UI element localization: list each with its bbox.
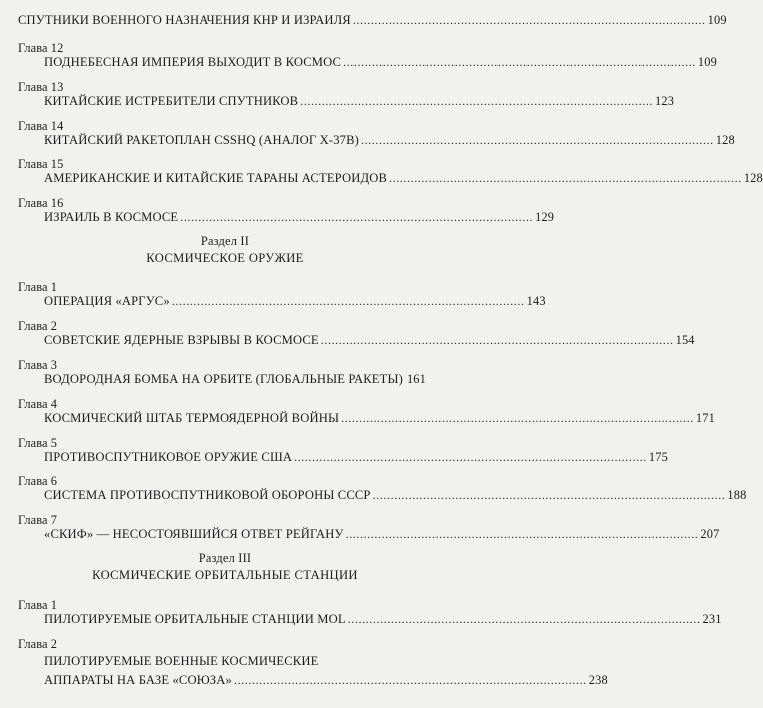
toc-entry <box>44 450 668 465</box>
dot-leader: .................................................................................................. <box>372 488 726 502</box>
entry-page-number: 231 <box>702 612 722 626</box>
toc-entry <box>44 333 695 348</box>
dot-leader: .................................................................................................. <box>233 673 587 687</box>
entry-page-number: 171 <box>695 411 715 425</box>
entry-title: ПРОТИВОСПУТНИКОВОЕ ОРУЖИЕ США <box>44 450 293 464</box>
toc-entry <box>44 294 546 309</box>
entry-page-number: 154 <box>675 333 695 347</box>
entry-page-number: 175 <box>648 450 668 464</box>
entry-title-line-2-row <box>44 673 608 688</box>
entry-title: КИТАЙСКИЕ ИСТРЕБИТЕЛИ СПУТНИКОВ <box>44 94 299 108</box>
entry-page-number: 129 <box>535 210 555 224</box>
entry-page-number: 128 <box>715 133 735 147</box>
chapter-label: Глава 3 <box>18 358 58 372</box>
toc-entry <box>44 171 763 186</box>
entry-title: ОПЕРАЦИЯ «АРГУС» <box>44 294 170 308</box>
toc-entry <box>44 133 735 148</box>
toc-entry <box>44 612 722 627</box>
entry-title: СИСТЕМА ПРОТИВОСПУТНИКОВОЙ ОБОРОНЫ СССР <box>44 488 371 502</box>
entry-title-line-1: ПИЛОТИРУЕМЫЕ ВОЕННЫЕ КОСМИЧЕСКИЕ <box>44 654 319 668</box>
dot-leader: .................................................................................................. <box>345 527 699 541</box>
dot-leader: .................................................................................................. <box>320 333 674 347</box>
entry-page-number: 109 <box>707 13 727 27</box>
entry-page-number: 109 <box>697 55 717 69</box>
dot-leader: .................................................................................................. <box>341 411 694 425</box>
toc-entry <box>44 654 608 688</box>
entry-title: СПУТНИКИ ВОЕННОГО НАЗНАЧЕНИЯ КНР И ИЗРАИЛЯ <box>18 13 351 27</box>
entry-page-number: 123 <box>655 94 675 108</box>
entry-title: ПОДНЕБЕСНАЯ ИМПЕРИЯ ВЫХОДИТ В КОСМОС <box>44 55 342 69</box>
entry-title: ПИЛОТИРУЕМЫЕ ОРБИТАЛЬНЫЕ СТАНЦИИ MOL <box>44 612 346 626</box>
toc-entry <box>44 94 675 109</box>
dot-leader: .................................................................................................. <box>171 294 525 308</box>
chapter-label: Глава 1 <box>18 598 58 612</box>
entry-page-number: 238 <box>588 673 608 687</box>
chapter-label: Глава 2 <box>18 319 58 333</box>
toc-entry <box>44 55 717 70</box>
entry-page-number: 128 <box>743 171 763 185</box>
section-title: КОСМИЧЕСКОЕ ОРУЖИЕ <box>146 251 304 265</box>
section-title: КОСМИЧЕСКИЕ ОРБИТАЛЬНЫЕ СТАНЦИИ <box>92 568 358 582</box>
entry-page-number: 207 <box>700 527 720 541</box>
toc-entry <box>44 488 747 503</box>
entry-title: КОСМИЧЕСКИЙ ШТАБ ТЕРМОЯДЕРНОЙ ВОЙНЫ <box>44 411 340 425</box>
chapter-label: Глава 5 <box>18 436 58 450</box>
chapter-label: Глава 15 <box>18 157 64 171</box>
entry-page-number: 161 <box>406 372 426 386</box>
dot-leader: .................................................................................................. <box>347 612 701 626</box>
chapter-label: Глава 2 <box>18 637 58 651</box>
entry-title: ИЗРАИЛЬ В КОСМОСЕ <box>44 210 179 224</box>
entry-title: ВОДОРОДНАЯ БОМБА НА ОРБИТЕ (ГЛОБАЛЬНЫЕ РАКЕТЫ) <box>44 372 403 386</box>
chapter-label: Глава 4 <box>18 397 58 411</box>
toc-entry <box>44 210 555 225</box>
toc-entry <box>44 527 720 542</box>
toc-entry-top <box>18 13 727 28</box>
chapter-label: Глава 13 <box>18 80 64 94</box>
entry-title: КИТАЙСКИЙ РАКЕТОПЛАН CSSHQ (АНАЛОГ Х-37В) <box>44 133 359 147</box>
entry-title-line-2: АППАРАТЫ НА БАЗЕ «СОЮЗА» <box>44 673 232 687</box>
section-label: Раздел III <box>198 551 252 565</box>
dot-leader: .................................................................................................. <box>294 450 647 464</box>
dot-leader: .................................................................................................. <box>389 171 742 185</box>
entry-page-number: 143 <box>526 294 546 308</box>
chapter-label: Глава 14 <box>18 119 64 133</box>
chapter-label: Глава 7 <box>18 513 58 527</box>
dot-leader: .................................................................................................. <box>180 210 534 224</box>
toc-entry <box>44 411 715 426</box>
dot-leader: .................................................................................................. <box>360 133 714 147</box>
dot-leader: .................................................................................................. <box>343 55 696 69</box>
entry-page-number: 188 <box>727 488 747 502</box>
toc-entry <box>44 372 426 387</box>
chapter-label: Глава 6 <box>18 474 58 488</box>
dot-leader: .................................................................................................. <box>300 94 654 108</box>
entry-title: АМЕРИКАНСКИЕ И КИТАЙСКИЕ ТАРАНЫ АСТЕРОИДОВ <box>44 171 387 185</box>
dot-leader: .................................................................................................. <box>352 13 706 27</box>
entry-title: СОВЕТСКИЕ ЯДЕРНЫЕ ВЗРЫВЫ В КОСМОСЕ <box>44 333 319 347</box>
chapter-label: Глава 16 <box>18 196 64 210</box>
chapter-label: Глава 12 <box>18 41 64 55</box>
section-label: Раздел II <box>200 234 250 248</box>
chapter-label: Глава 1 <box>18 280 58 294</box>
entry-title: «СКИФ» — НЕСОСТОЯВШИЙСЯ ОТВЕТ РЕЙГАНУ <box>44 527 344 541</box>
